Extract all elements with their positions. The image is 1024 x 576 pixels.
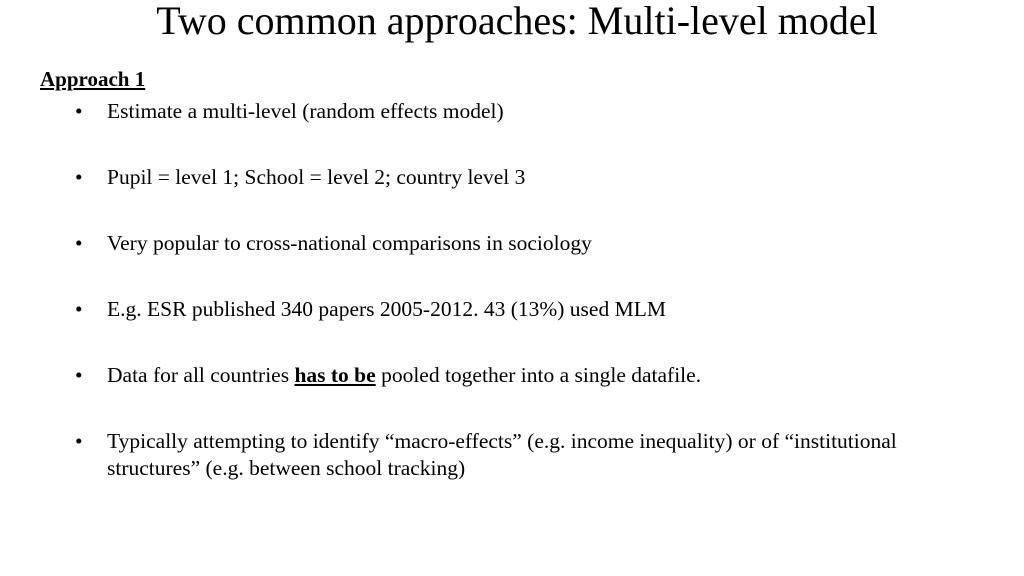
bullet-emphasis: has to be bbox=[294, 363, 376, 387]
bullet-item bbox=[75, 296, 975, 323]
bullet-text: Estimate a multi-level (random effects model) bbox=[107, 99, 504, 123]
bullet-list bbox=[75, 98, 975, 521]
bullet-text-post: pooled together into a single datafile. bbox=[375, 363, 702, 387]
bullet-item bbox=[75, 98, 975, 125]
bullet-text: Pupil = level 1; School = level 2; country level 3 bbox=[107, 165, 526, 189]
bullet-icon: • bbox=[75, 99, 83, 123]
bullet-icon: • bbox=[75, 165, 83, 189]
bullet-icon: • bbox=[75, 363, 83, 387]
bullet-icon: • bbox=[75, 231, 83, 255]
bullet-item bbox=[75, 164, 975, 191]
slide-title: Two common approaches: Multi-level model bbox=[156, 0, 878, 43]
bullet-item bbox=[75, 428, 975, 482]
bullet-text: E.g. ESR published 340 papers 2005-2012. 43 (13%) used MLM bbox=[107, 297, 666, 321]
bullet-icon: • bbox=[75, 429, 83, 453]
bullet-item bbox=[75, 230, 975, 257]
bullet-text: Very popular to cross-national comparisons in sociology bbox=[107, 231, 592, 255]
approach-heading: Approach 1 bbox=[40, 67, 146, 91]
bullet-icon: • bbox=[75, 297, 83, 321]
bullet-item bbox=[75, 362, 975, 389]
bullet-text-pre: Data for all countries bbox=[107, 363, 295, 387]
bullet-text: Typically attempting to identify “macro-effects” (e.g. income inequality) or of “institutional structures” (e.g. between school tracking) bbox=[107, 429, 897, 480]
